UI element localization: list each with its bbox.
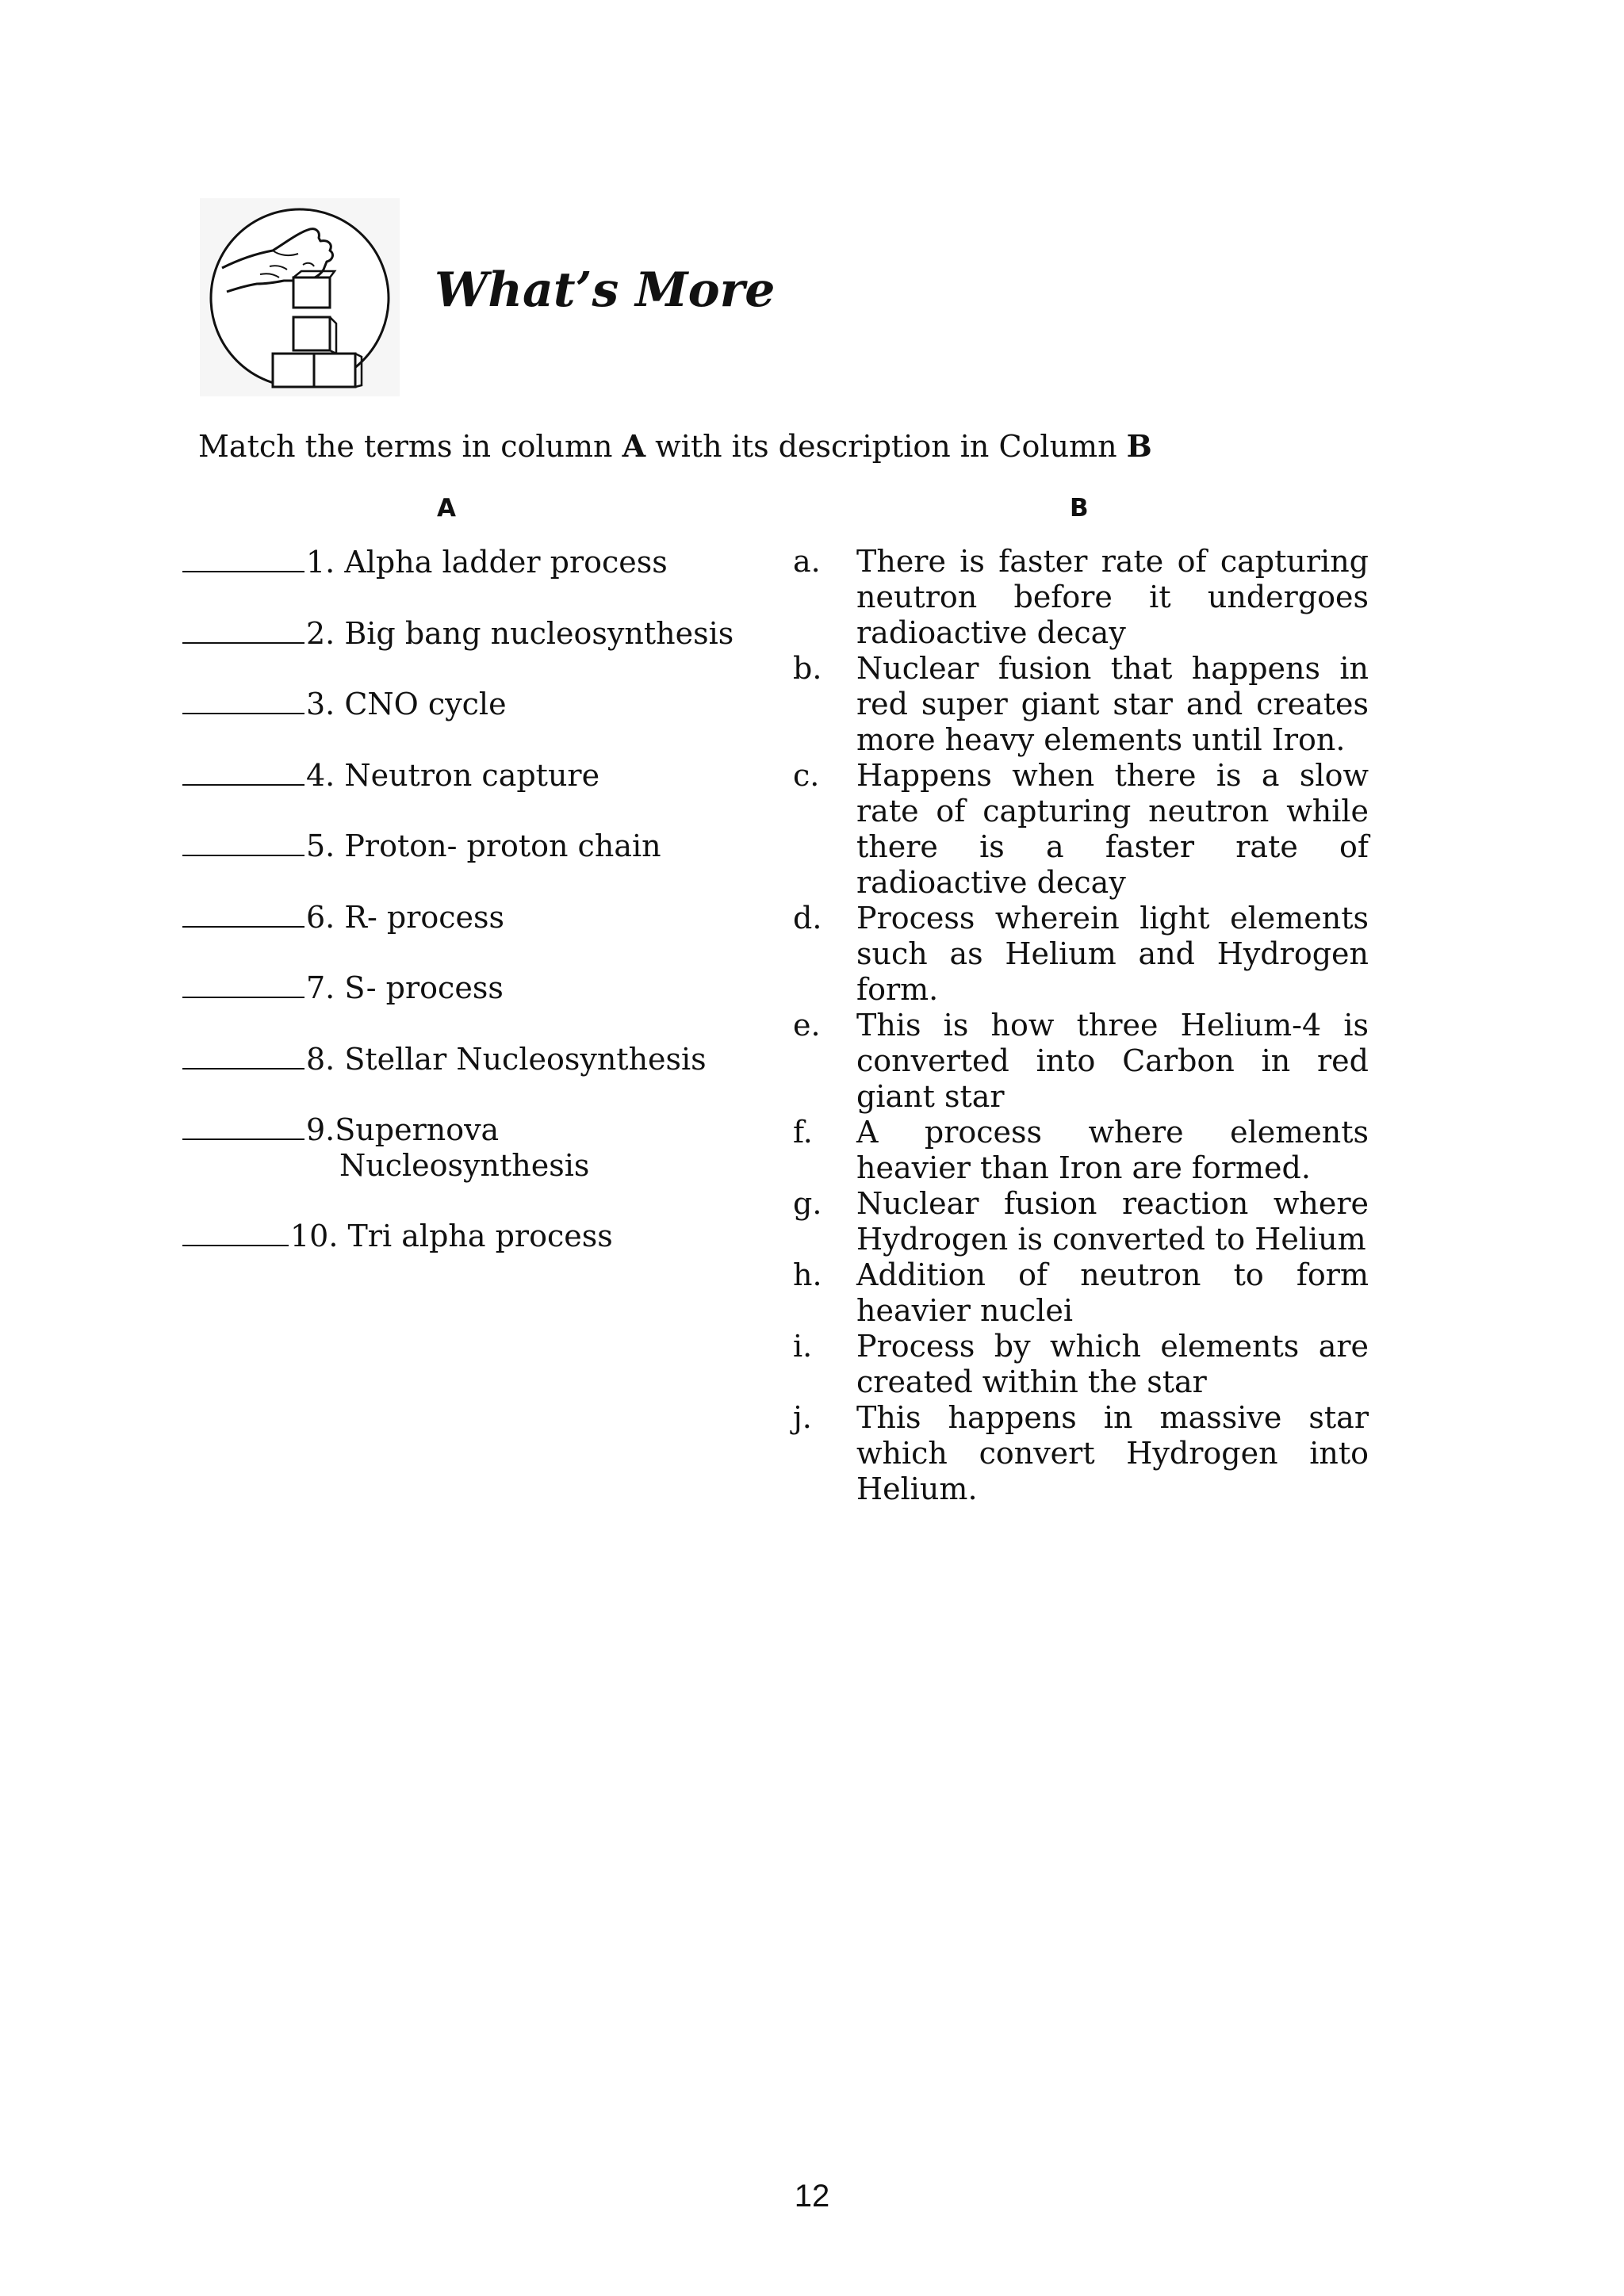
description-item (790, 901, 1369, 1008)
description-letter: e. (793, 1008, 821, 1043)
answer-blank[interactable] (182, 970, 304, 998)
description-text: Process by which elements are created within the star (856, 1329, 1369, 1399)
description-item (790, 1257, 1369, 1329)
term-label: 4. Neutron capture (306, 757, 600, 793)
description-item (790, 1186, 1369, 1257)
column-b-descriptions (790, 544, 1369, 1507)
description-text: This is how three Helium-4 is converted into Carbon in red giant star (856, 1008, 1369, 1114)
term-item (182, 686, 785, 757)
description-letter: f. (793, 1115, 813, 1150)
description-item (790, 1400, 1369, 1507)
term-label: 10. Tri alpha process (290, 1219, 613, 1253)
description-item (790, 544, 1369, 651)
page-number: 12 (794, 2179, 830, 2214)
instructions-col-b: B (1126, 428, 1152, 464)
answer-blank[interactable] (182, 1218, 289, 1246)
column-a-header: A (437, 494, 456, 522)
instructions (198, 428, 1152, 465)
description-text: There is faster rate of capturing neutron before it undergoes radioactive decay (856, 544, 1369, 650)
description-letter: c. (793, 758, 820, 793)
description-letter: b. (793, 651, 822, 686)
term-label: 2. Big bang nucleosynthesis (306, 615, 734, 651)
term-label-continuation: Nucleosynthesis (339, 1148, 590, 1183)
description-letter: j. (793, 1400, 812, 1435)
description-item (790, 1008, 1369, 1115)
description-letter: g. (793, 1186, 822, 1221)
term-item (182, 544, 785, 615)
description-item (790, 1115, 1369, 1186)
section-title: What’s More (435, 262, 776, 318)
term-label: 8. Stellar Nucleosynthesis (306, 1041, 707, 1077)
term-item (182, 1112, 785, 1218)
answer-blank[interactable] (182, 544, 304, 572)
instructions-text: Match the terms in column (198, 429, 622, 464)
term-label: 6. R- process (306, 899, 505, 935)
description-text: Nuclear fusion reaction where Hydrogen is converted to Helium (856, 1186, 1369, 1257)
answer-blank[interactable] (182, 899, 304, 928)
term-item (182, 757, 785, 828)
term-label: 7. S- process (306, 970, 504, 1005)
instructions-text: with its description in Column (645, 429, 1127, 464)
description-letter: d. (793, 901, 822, 936)
description-letter: i. (793, 1329, 813, 1364)
term-item (182, 1218, 785, 1289)
term-item (182, 1041, 785, 1112)
description-text: Happens when there is a slow rate of capturing neutron while there is a faster rate of radioactive decay (856, 758, 1369, 900)
term-item (182, 828, 785, 899)
description-text: This happens in massive star which convert Hydrogen into Helium. (856, 1400, 1369, 1506)
answer-blank[interactable] (182, 686, 304, 714)
term-label: 1. Alpha ladder process (306, 545, 668, 580)
description-letter: h. (793, 1257, 822, 1292)
description-text: Process wherein light elements such as Helium and Hydrogen form. (856, 901, 1369, 1007)
term-item (182, 615, 785, 687)
description-item (790, 651, 1369, 758)
description-text: Addition of neutron to form heavier nuclei (856, 1257, 1369, 1328)
description-item (790, 1329, 1369, 1400)
description-item (790, 758, 1369, 901)
column-b-header: B (1070, 494, 1089, 522)
description-letter: a. (793, 544, 821, 579)
answer-blank[interactable] (182, 757, 304, 786)
column-a-terms (182, 544, 785, 1289)
description-text: A process where elements heavier than Iron are formed. (856, 1115, 1369, 1185)
description-text: Nuclear fusion that happens in red super giant star and creates more heavy elements until Iron. (856, 651, 1369, 757)
term-item (182, 899, 785, 970)
term-label: 9.Supernova (306, 1112, 500, 1147)
answer-blank[interactable] (182, 828, 304, 856)
answer-blank[interactable] (182, 1041, 304, 1070)
hand-stacking-blocks-icon (200, 198, 400, 396)
term-item (182, 970, 785, 1041)
answer-blank[interactable] (182, 615, 304, 644)
instructions-col-a: A (622, 428, 646, 464)
answer-blank[interactable] (182, 1112, 304, 1140)
term-label: 3. CNO cycle (306, 687, 507, 721)
term-label: 5. Proton- proton chain (306, 828, 661, 863)
